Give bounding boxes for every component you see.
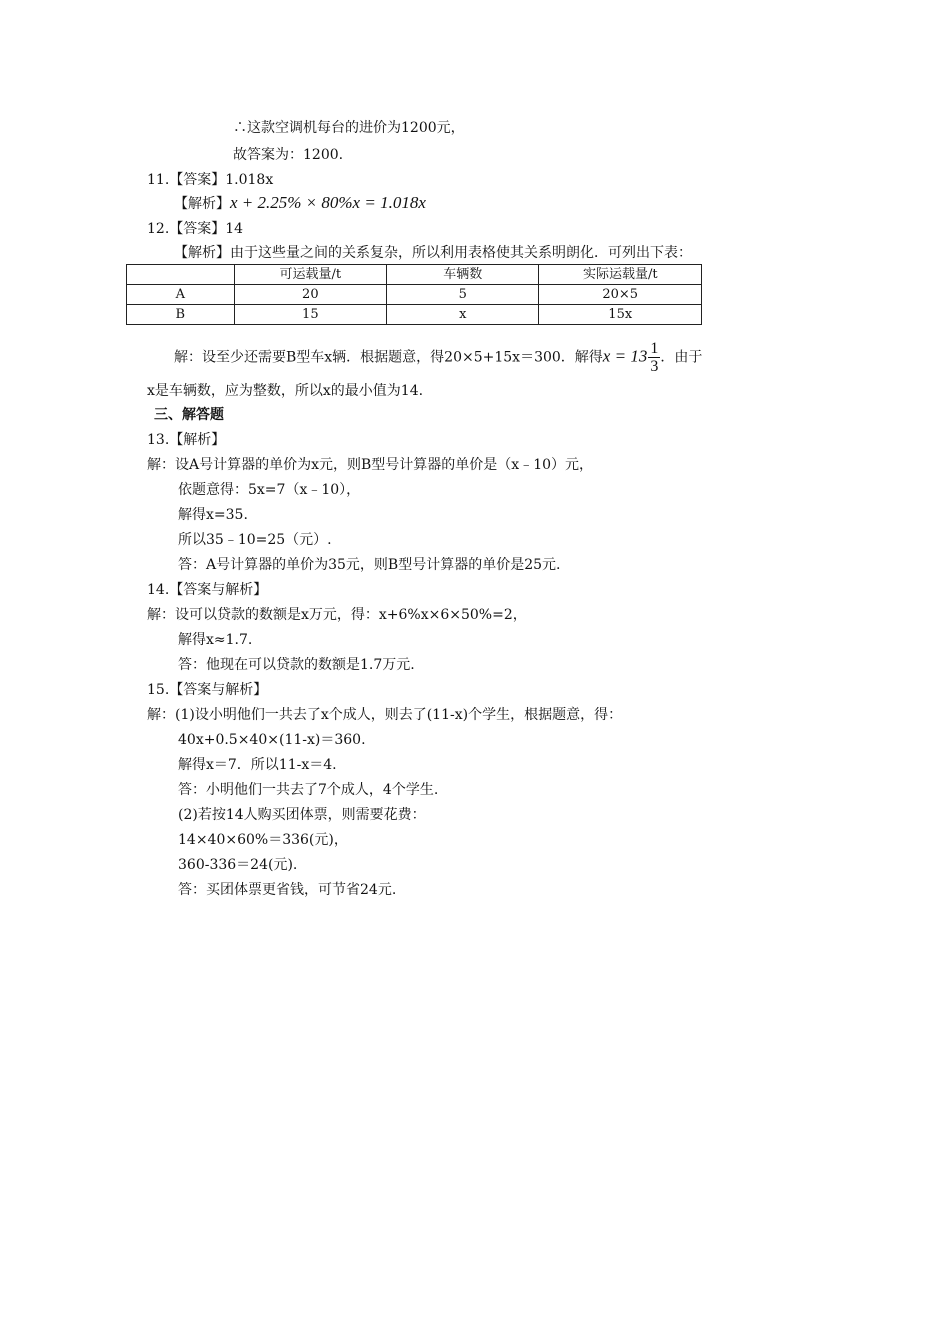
section-heading: 三、解答题 <box>154 407 224 423</box>
text-line: 40x+0.5×40×(11-x)＝360. <box>178 732 366 748</box>
fraction-denominator: 3 <box>650 358 659 375</box>
q15-heading: 15.【答案与解析】 <box>147 682 268 698</box>
fraction <box>648 340 660 375</box>
table-header-cell <box>127 265 235 285</box>
q11-analysis-label: 【解析】 <box>174 196 230 212</box>
table-cell: 15x <box>539 305 702 325</box>
q14-heading: 14.【答案与解析】 <box>147 582 268 598</box>
data-table <box>126 264 702 325</box>
q13-heading: 13.【解析】 <box>147 432 226 448</box>
text-line: 依题意得：5x=7（x﹣10）， <box>178 482 361 498</box>
table-header-cell: 可运载量/t <box>234 265 386 285</box>
text-line: 所以35﹣10=25（元）. <box>178 532 332 548</box>
table-cell: 5 <box>387 285 539 305</box>
table-cell: B <box>127 305 235 325</box>
table-cell: 20 <box>234 285 386 305</box>
text-line: 解：(1)设小明他们一共去了x个成人，则去了(11-x)个学生，根据题意，得： <box>147 707 623 723</box>
table-cell: 15 <box>234 305 386 325</box>
table-cell: x <box>387 305 539 325</box>
text-line: 解得x=35. <box>178 507 248 523</box>
text-line: x是车辆数，应为整数，所以x的最小值为14. <box>147 383 424 399</box>
q11-answer: 11.【答案】1.018x <box>147 172 274 188</box>
text-line: ∴这款空调机每台的进价为1200元， <box>233 120 465 136</box>
text-line: 答：买团体票更省钱，可节省24元. <box>178 882 397 898</box>
q12-analysis: 【解析】由于这些量之间的关系复杂，所以利用表格使其关系明朗化．可列出下表： <box>174 245 692 261</box>
q11-analysis <box>174 193 426 214</box>
text-line: 解得x≈1.7. <box>178 632 253 648</box>
text-line: (2)若按14人购买团体票，则需要花费： <box>178 807 426 823</box>
fraction-numerator: 1 <box>650 340 659 357</box>
table-header-cell: 实际运载量/t <box>539 265 702 285</box>
q12-solution <box>174 340 702 375</box>
q12-solution-x: x = 13 <box>602 346 648 366</box>
text-line: 答：他现在可以贷款的数额是1.7万元. <box>178 657 415 673</box>
table-row <box>127 285 702 305</box>
table-cell: A <box>127 285 235 305</box>
text-line: 14×40×60%＝336(元)， <box>178 832 348 848</box>
q11-formula: x + 2.25% × 80%x = 1.018x <box>230 193 426 212</box>
table-cell: 20×5 <box>539 285 702 305</box>
text-line: 解得x＝7．所以11-x＝4. <box>178 757 337 773</box>
text-line: 故答案为：1200. <box>233 147 344 163</box>
q12-answer: 12.【答案】14 <box>147 221 244 237</box>
table-header-row <box>127 265 702 285</box>
text-line: 解：设可以贷款的数额是x万元，得：x+6%x×6×50%=2， <box>147 607 527 623</box>
table-row <box>127 305 702 325</box>
text-line: 答：小明他们一共去了7个成人，4个学生. <box>178 782 439 798</box>
q12-solution-text: 解：设至少还需要B型车x辆．根据题意，得20×5+15x＝300．解得 <box>174 349 603 366</box>
text-line: 360-336＝24(元). <box>178 857 298 873</box>
text-line: 解：设A号计算器的单价为x元，则B型号计算器的单价是（x﹣10）元， <box>147 457 594 473</box>
table-header-cell: 车辆数 <box>387 265 539 285</box>
text-line: 答：A号计算器的单价为35元，则B型号计算器的单价是25元. <box>178 557 561 573</box>
q12-solution-text: ．由于 <box>660 349 703 366</box>
